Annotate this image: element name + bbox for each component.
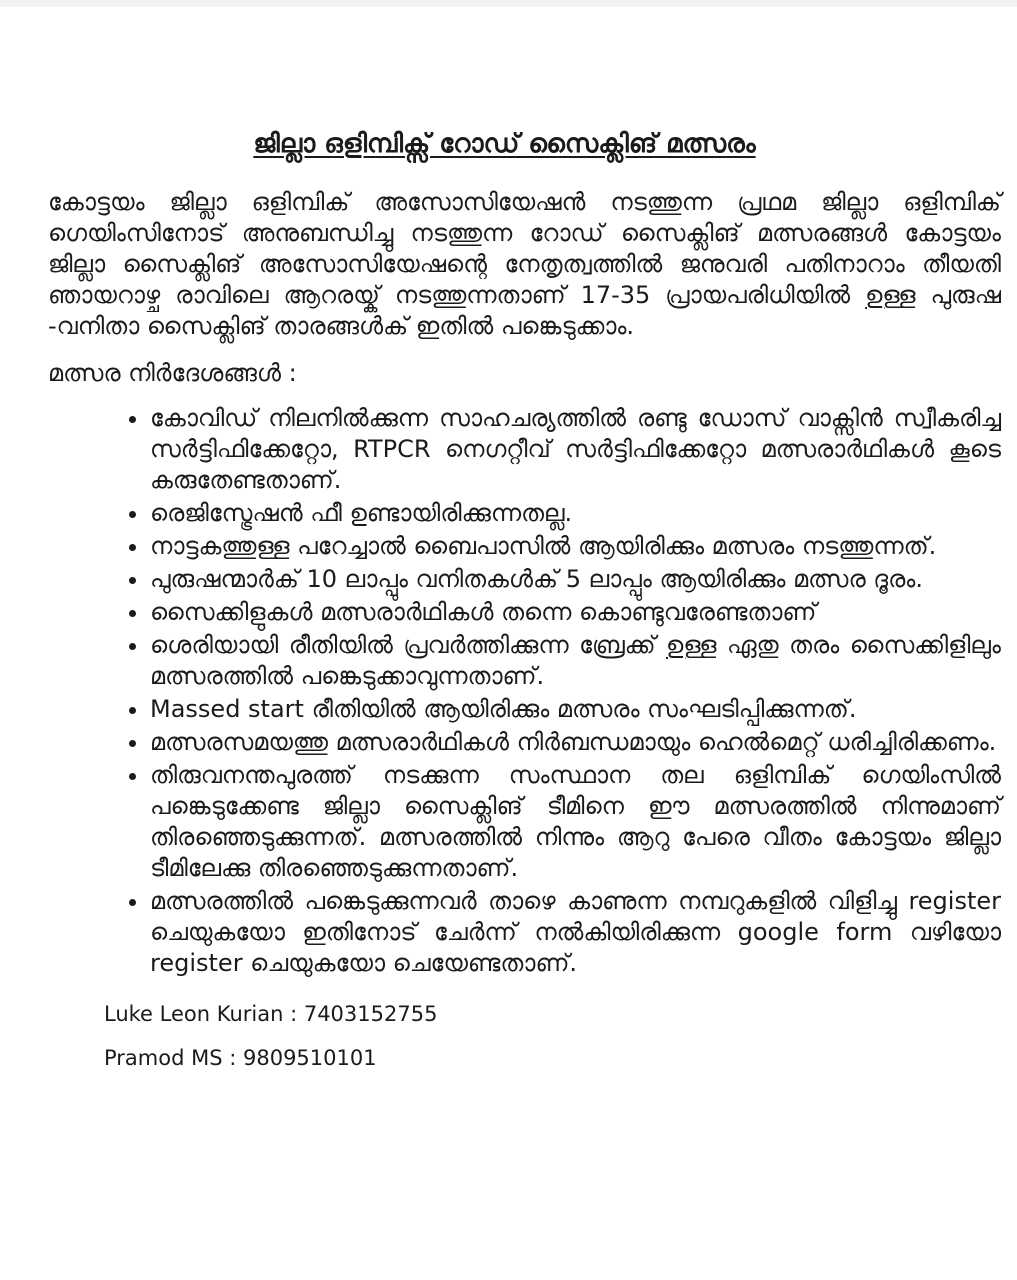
- text-segment: ശെരിയായി രീതിയിൽ പ്രവർത്തിക്കുന്ന ബ്രേക്ക്: [150, 631, 667, 659]
- instruction-item: [150, 760, 1001, 884]
- instruction-item: [150, 886, 1001, 979]
- text-segment: പുരുഷ -വനിതാ സൈക്ലിങ് താരങ്ങൾക് ഇതിൽ പങ്കെടുക്കാം.: [48, 281, 1001, 340]
- text-segment: കോട്ടയം ജില്ലാ ഒളിമ്പിക് അസോസിയേഷൻ നടത്തുന്ന പ്രഥമ ജില്ലാ ഒളിമ്പിക് ഗെയിംസിനോട് അനുബന്ധിച്ചു നടത്തുന്ന റോഡ് സൈക്ലിങ് മത്സരങ്ങൾ കോട്ടയം ജില്ലാ സൈക്ലിങ് അസോസിയേഷന്റെ നേതൃത്വത്തിൽ ജനുവരി പതിനാറാം തീയതി ഞായറാഴ്ച രാവിലെ ആറരയ്ക് നടത്തുന്നതാണ് 17-35 പ്രായപരിധിയിൽ: [48, 188, 1001, 309]
- underlined-word: ഉള്ള: [666, 631, 717, 659]
- text-segment: മത്സരത്തിൽ പങ്കെടുക്കുന്നവർ താഴെ കാണുന്ന നമ്പറുകളിൽ വിളിച്ചു register ചെയുകയോ ഇതിനോട് ചേർന്ന് നൽകിയിരിക്കുന്ന google form വഴിയോ register ചെയുകയോ ചെയേണ്ടതാണ്.: [150, 887, 1001, 977]
- top-strip: [0, 0, 1017, 7]
- instruction-item: [150, 531, 1001, 562]
- instructions-list: [48, 403, 1001, 979]
- instruction-item: [150, 630, 1001, 692]
- contact-line: Pramod MS : 9809510101: [104, 1046, 377, 1070]
- instruction-item: [150, 597, 1001, 628]
- text-segment: മത്സരസമയത്തു മത്സരാർഥികൾ നിർബന്ധമായും ഹെൽമെറ്റ് ധരിച്ചിരിക്കണം.: [150, 728, 997, 756]
- instruction-item: [150, 727, 1001, 758]
- text-segment: തിരുവനന്തപുരത്ത് നടക്കുന്ന സംസ്ഥാന തല ഒളിമ്പിക് ഗെയിംസിൽ പങ്കെടുക്കേണ്ട ജില്ലാ സൈക്ലിങ് ടീമിനെ ഈ മത്സരത്തിൽ നിന്നുമാണ് തിരഞ്ഞെടുക്കുന്നത്. മത്സരത്തിൽ നിന്നും ആറു പേരെ വീതം കോട്ടയം ജില്ലാ ടീമിലേക്കു തിരഞ്ഞെടുക്കുന്നതാണ്.: [150, 761, 1001, 882]
- intro-paragraph: [48, 187, 1001, 342]
- text-segment: രെജിസ്ട്രേഷൻ ഫീ ഉണ്ടായിരിക്കുന്നതല്ല.: [150, 499, 573, 527]
- instruction-item: [150, 564, 1001, 595]
- document-title: [48, 127, 961, 161]
- instruction-item: [150, 694, 1001, 725]
- instruction-item: [150, 498, 1001, 529]
- instruction-item: [150, 403, 1001, 496]
- text-segment: പുരുഷന്മാർക് 10 ലാപ്പും വനിതകൾക് 5 ലാപ്പും ആയിരിക്കും മത്സര ദൂരം.: [150, 565, 923, 593]
- document-content: [0, 127, 1017, 1072]
- text-segment: Massed start രീതിയിൽ ആയിരിക്കും മത്സരം സംഘടിപ്പിക്കുന്നത്.: [150, 695, 857, 723]
- contact-block: [48, 1001, 1001, 1072]
- document-title-text: ജില്ലാ ഒളിമ്പിക്സ് റോഡ് സൈക്ലിങ് മത്സരം: [253, 129, 756, 159]
- text-segment: കോവിഡ് നിലനിൽക്കുന്ന സാഹചര്യത്തിൽ രണ്ടു ഡോസ് വാക്സിൻ സ്വീകരിച്ച സർട്ടിഫിക്കേറ്റോ, RTPCR നെഗറ്റീവ് സർട്ടിഫിക്കേറ്റോ മത്സരാർഥികൾ കൂടെ കരുതേണ്ടതാണ്.: [150, 404, 1001, 494]
- underlined-word: ഉള്ള: [865, 281, 916, 309]
- text-segment: നാട്ടകത്തുള്ള പറേച്ചാൽ ബൈപാസിൽ ആയിരിക്കും മത്സരം നടത്തുന്നത്.: [150, 532, 937, 560]
- section-heading: മത്സര നിർദേശങ്ങൾ :: [48, 359, 297, 387]
- text-segment: സൈക്കിളുകൾ മത്സരാർഥികൾ തന്നെ കൊണ്ടുവരേണ്ടതാണ്: [150, 598, 817, 626]
- contact-line: Luke Leon Kurian : 7403152755: [104, 1002, 438, 1026]
- text-segment: ഏതു തരം സൈക്കിളിലും മത്സരത്തിൽ പങ്കെടുക്കാവുന്നതാണ്.: [150, 631, 1001, 690]
